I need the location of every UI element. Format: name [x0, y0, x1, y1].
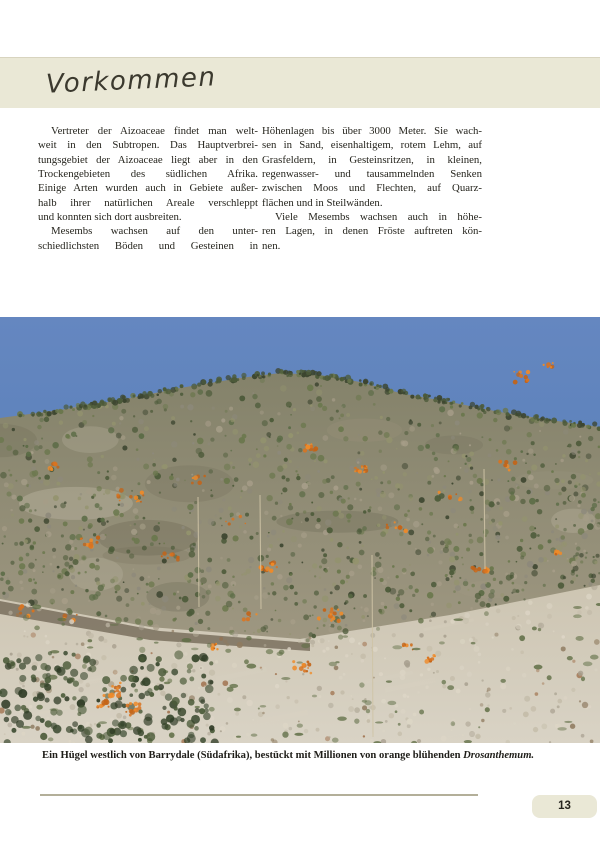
text-line: weit in den Subtropen. Das Hauptverbrei- [38, 139, 258, 152]
text-line: halb ihrer natürlichen Areale verschleppt [38, 196, 258, 209]
caption-text: Ein Hügel westlich von Barrydale (Südafrika), bestückt mit Millionen von orange blühenden [42, 750, 464, 761]
footer-rule [40, 794, 478, 796]
text-line: Viele Mesembs wachsen auch in höhe- [275, 211, 482, 224]
text-line: Mesembs wachsen auf den unter- [51, 225, 258, 238]
page-number: 13 [558, 800, 571, 812]
text-line: sen in Sand, eisenhaltigem, rotem Lehm, auf [262, 139, 482, 152]
chapter-header-band [0, 57, 600, 108]
text-line: Grasfeldern, in Gesteinsritzen, in kleinen, [262, 153, 482, 166]
text-line: tungsgebiet der Aizoaceae liegt aber in den [38, 153, 258, 166]
text-line: regenwasser- und tausammelnden Senken [262, 168, 482, 181]
text-line: Trockengebieten des südlichen Afrika. [38, 168, 258, 181]
text-line: nen. [262, 239, 281, 252]
page-title: Vorkommen [45, 62, 218, 100]
text-line: ren Lagen, in denen Fröste auftreten kön- [262, 225, 482, 238]
text-line: und konnten sich dort ausbreiten. [38, 211, 182, 224]
text-line: schiedlichsten Böden und Gesteinen in [38, 239, 258, 252]
text-line: Einige Arten wurden auch in Gebiete außer- [38, 182, 258, 195]
page-number-badge [532, 795, 597, 818]
text-line: flächen und in Steilwänden. [262, 196, 383, 209]
photo-caption [42, 749, 590, 762]
text-line: Höhenlagen bis über 3000 Meter. Sie wach- [262, 125, 482, 137]
photo-figure [0, 317, 600, 743]
text-line: Vertreter der Aizoaceae findet man welt- [51, 125, 258, 137]
text-line: zwischen Moos und Flechten, auf Quarz- [262, 182, 482, 195]
hillside-photo [0, 317, 600, 743]
caption-species-name: Drosanthemum. [463, 750, 535, 761]
text-column-right [262, 124, 482, 253]
text-column-left [38, 124, 258, 253]
